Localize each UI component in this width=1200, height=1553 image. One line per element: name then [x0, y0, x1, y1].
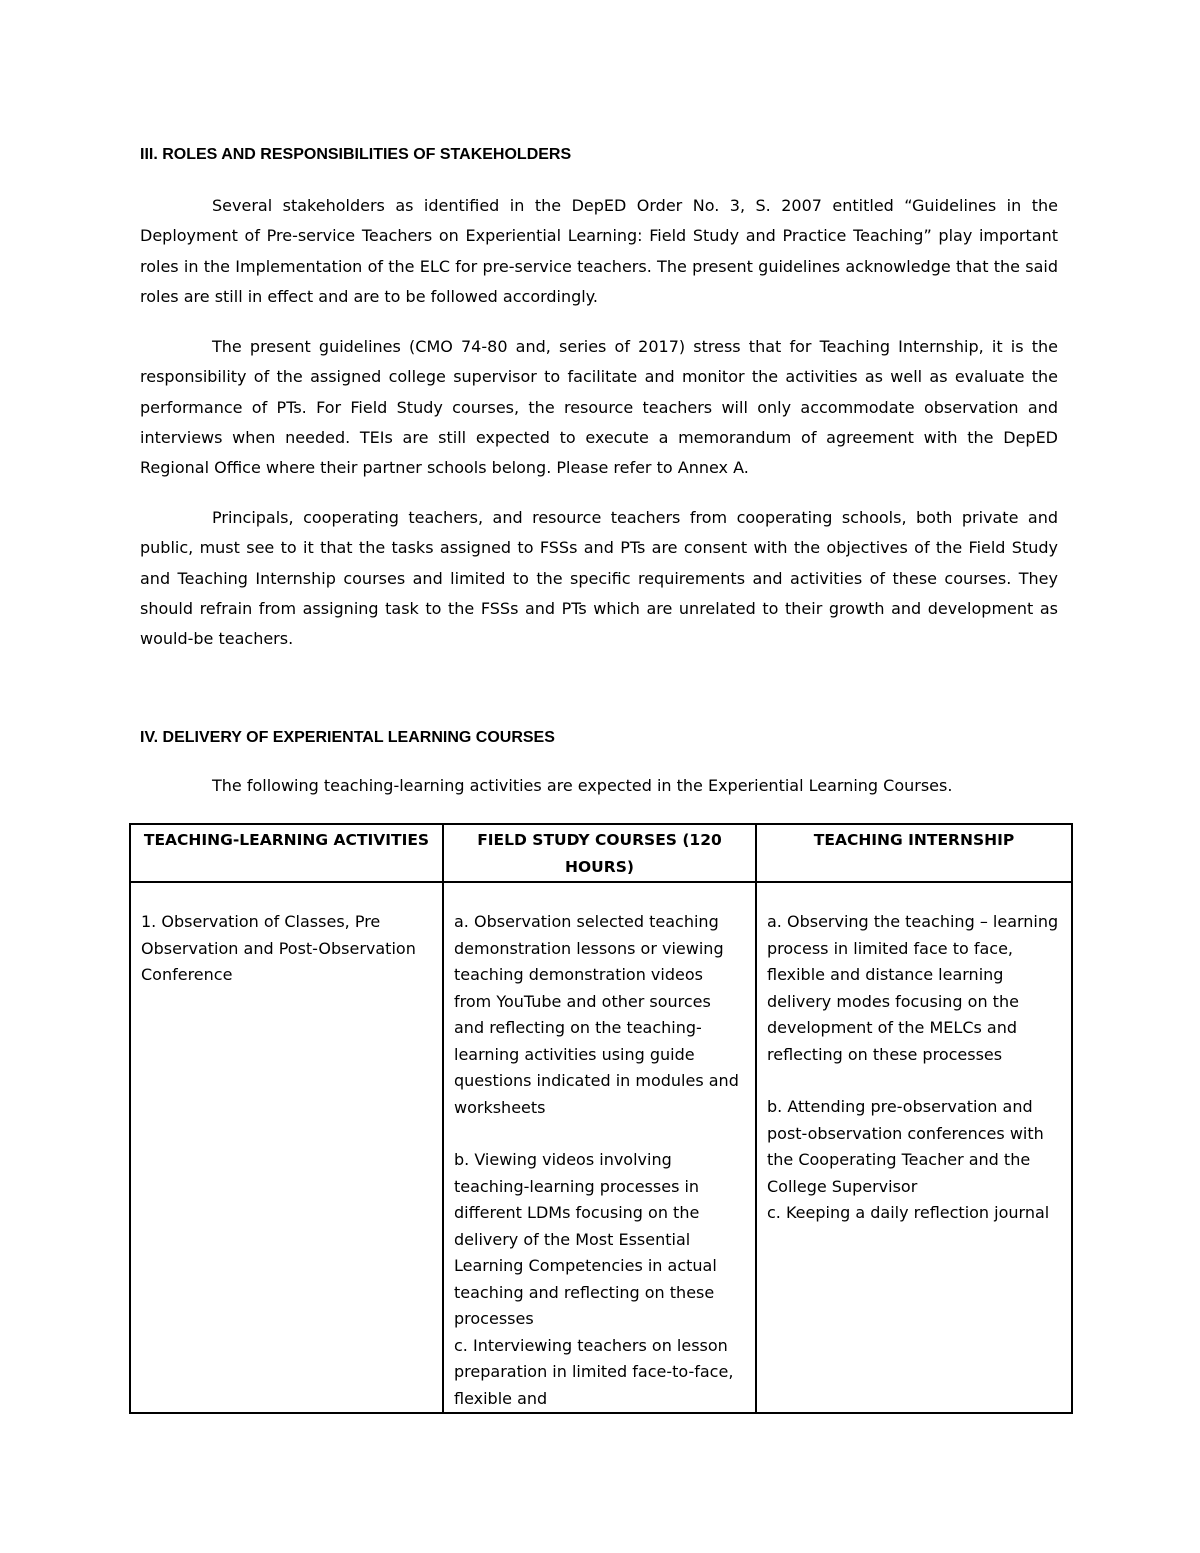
section-3-paragraph-1: Several stakeholders as identified in the DepED Order No. 3, S. 2007 entitled “Guidelines in the Deployment of Pre-service Teachers on Experiential Learning: Field Study and Practice Teaching” play important roles in the Implementation of the ELC for pre-service teachers. The present guidelines acknowledge that the said roles are still in effect and are to be followed accordingly.: [140, 196, 1058, 306]
field-study-item-b: b. Viewing videos involving teaching-learning processes in different LDMs focusing on the delivery of the Most Essential Learning Competencies in actual teaching and reflecting on these processes: [454, 1150, 717, 1328]
experiential-learning-table: [129, 823, 1073, 1414]
section-3-heading: III. ROLES AND RESPONSIBILITIES OF STAKEHOLDERS: [140, 146, 572, 163]
internship-item-c: c. Keeping a daily reflection journal: [767, 1203, 1050, 1222]
section-4-intro: The following teaching-learning activities are expected in the Experiential Learning Courses.: [212, 776, 953, 795]
section-3-paragraph-3: Principals, cooperating teachers, and resource teachers from cooperating schools, both private and public, must see to it that the tasks assigned to FSSs and PTs are consent with the objectives of the Field Study and Teaching Internship courses and limited to the specific requirements and activities of these courses. They should refrain from assigning task to the FSSs and PTs which are unrelated to their growth and development as would-be teachers.: [140, 508, 1058, 649]
activity-text: 1. Observation of Classes, Pre Observation and Post-Observation Conference: [141, 912, 416, 984]
internship-item-b: b. Attending pre-observation and post-observation conferences with the Cooperating Teacher and the College Supervisor: [767, 1097, 1044, 1196]
header-field-study-courses: FIELD STUDY COURSES (120 HOURS): [443, 824, 756, 882]
table-row: [130, 882, 1072, 1413]
internship-item-a: a. Observing the teaching – learning process in limited face to face, flexible and distance learning delivery modes focusing on the development of the MELCs and reflecting on these processes: [767, 912, 1059, 1064]
internship-cell: [756, 882, 1072, 1413]
field-study-item-a: a. Observation selected teaching demonstration lessons or viewing teaching demonstration videos from YouTube and other sources and reflecting on the teaching-learning activities using guide questions indicated in modules and worksheets: [454, 912, 739, 1117]
header-teaching-learning-activities: TEACHING-LEARNING ACTIVITIES: [130, 824, 443, 882]
table-header-row: [130, 824, 1072, 882]
field-study-cell: [443, 882, 756, 1413]
header-teaching-internship: TEACHING INTERNSHIP: [756, 824, 1072, 882]
field-study-item-c: c. Interviewing teachers on lesson preparation in limited face-to-face, flexible and: [454, 1335, 734, 1408]
section-4-heading: IV. DELIVERY OF EXPERIENTAL LEARNING COURSES: [140, 729, 555, 746]
section-3-paragraph-2: The present guidelines (CMO 74-80 and, series of 2017) stress that for Teaching Internship, it is the responsibility of the assigned college supervisor to facilitate and monitor the activities as well as evaluate the performance of PTs. For Field Study courses, the resource teachers will only accommodate observation and interviews when needed. TEIs are still expected to execute a memorandum of agreement with the DepED Regional Office where their partner schools belong. Please refer to Annex A.: [140, 337, 1058, 478]
activity-cell: [130, 882, 443, 1413]
